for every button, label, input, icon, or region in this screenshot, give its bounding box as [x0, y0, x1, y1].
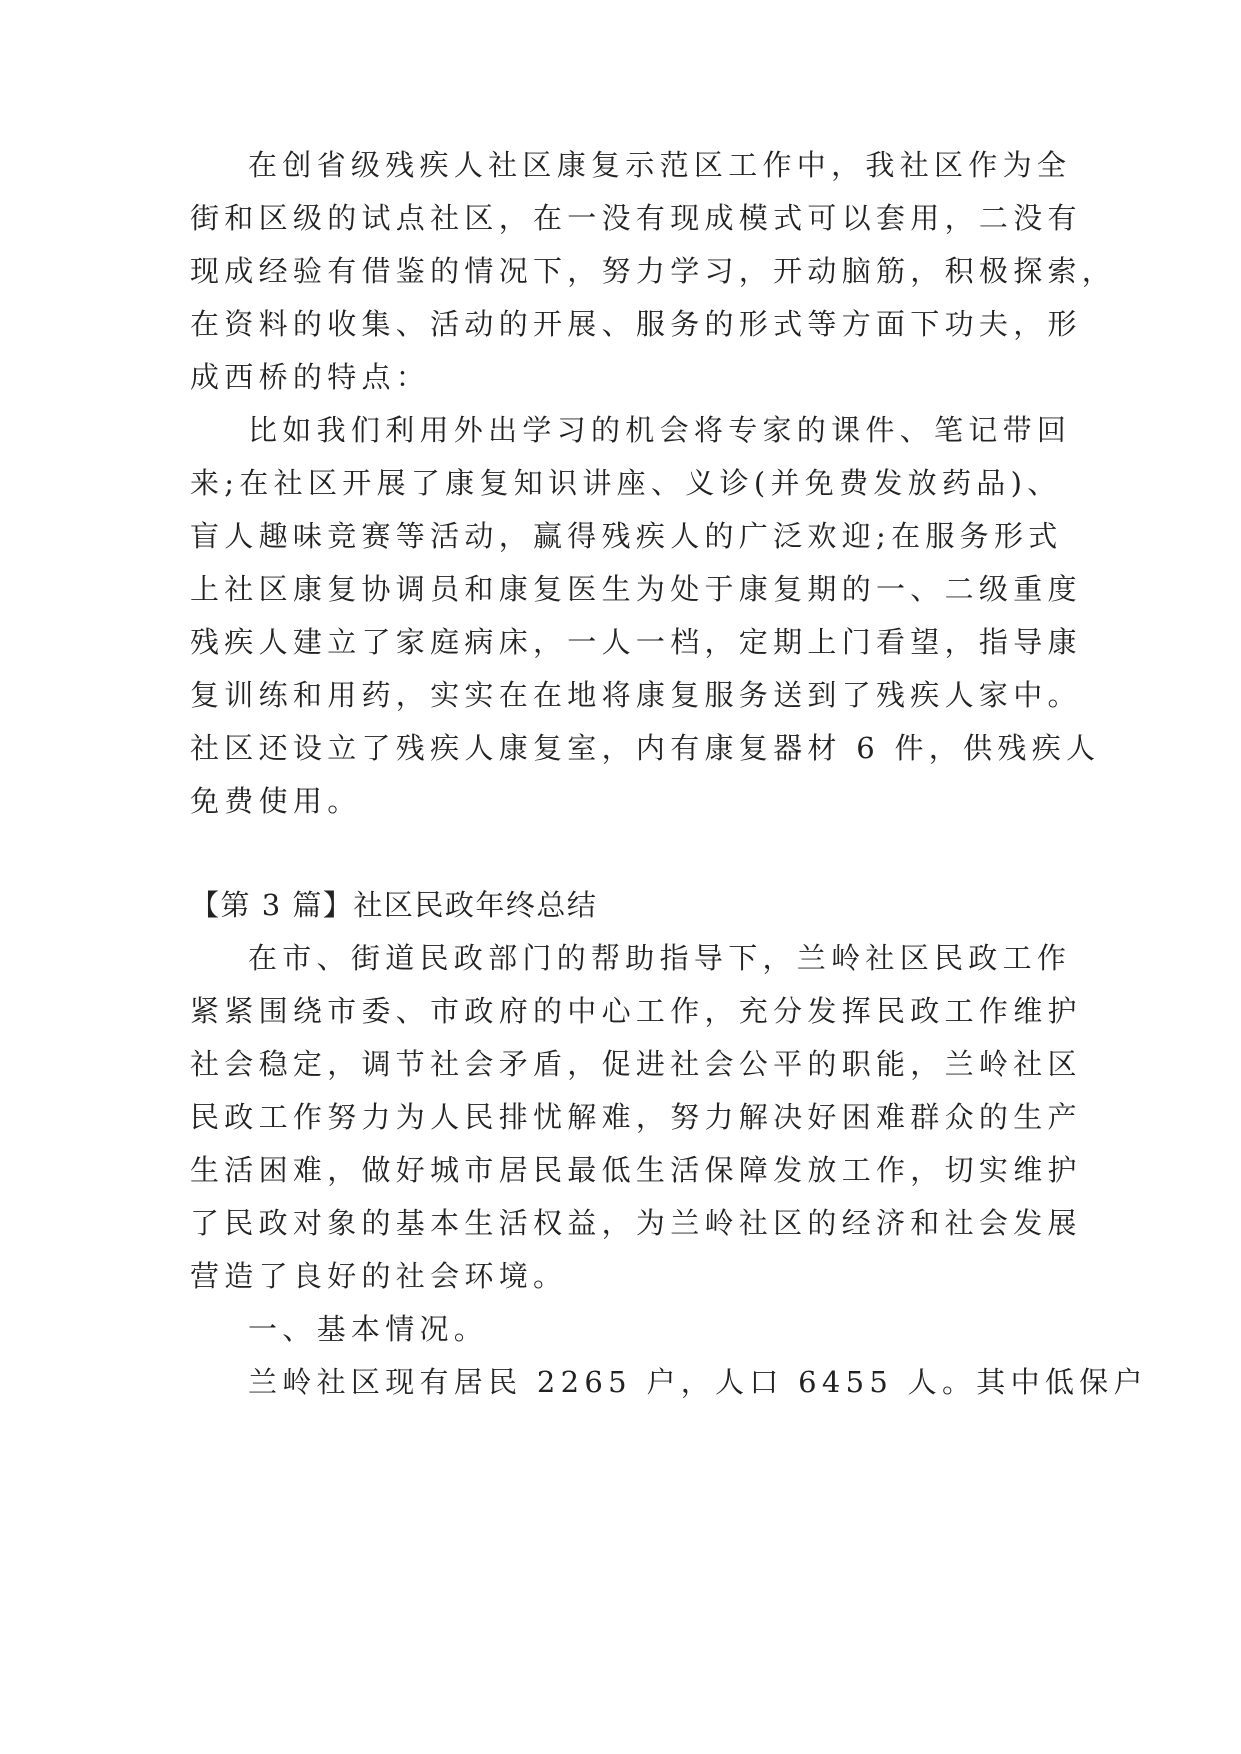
- paragraph-2-line-8: 免费使用。: [190, 784, 362, 818]
- paragraph-3-line-5: 生活困难，做好城市居民最低生活保障发放工作，切实维护: [190, 1153, 1082, 1187]
- paragraph-3-line-4: 民政工作努力为人民排忧解难，努力解决好困难群众的生产: [190, 1100, 1082, 1134]
- paragraph-1-line-1: 在创省级残疾人社区康复示范区工作中，我社区作为全: [248, 148, 1072, 182]
- paragraph-2-line-7: 社区还设立了残疾人康复室，内有康复器材 6 件，供残疾人: [190, 731, 1101, 765]
- subheading-basic-situation: 一、基本情况。: [248, 1312, 489, 1346]
- paragraph-2-line-6: 复训练和用药，实实在在地将康复服务送到了残疾人家中。: [190, 678, 1082, 712]
- paragraph-1-line-5: 成西桥的特点：: [190, 360, 431, 394]
- paragraph-2-line-4: 上社区康复协调员和康复医生为处于康复期的一、二级重度: [190, 572, 1082, 606]
- paragraph-3-line-1: 在市、街道民政部门的帮助指导下，兰岭社区民政工作: [248, 941, 1072, 975]
- section-heading: 【第 3 篇】社区民政年终总结: [190, 888, 598, 922]
- paragraph-1-line-3: 现成经验有借鉴的情况下，努力学习，开动脑筋，积极探索，: [190, 254, 1117, 288]
- paragraph-3-line-2: 紧紧围绕市委、市政府的中心工作，充分发挥民政工作维护: [190, 994, 1082, 1028]
- paragraph-3-line-7: 营造了良好的社会环境。: [190, 1259, 568, 1293]
- paragraph-2-line-5: 残疾人建立了家庭病床，一人一档，定期上门看望，指导康: [190, 625, 1082, 659]
- paragraph-2-line-1: 比如我们利用外出学习的机会将专家的课件、笔记带回: [248, 413, 1072, 447]
- paragraph-4-line-1: 兰岭社区现有居民 2265 户，人口 6455 人。其中低保户: [248, 1365, 1148, 1399]
- paragraph-2-line-2: 来;在社区开展了康复知识讲座、义诊(并免费发放药品)、: [190, 466, 1062, 500]
- paragraph-2-line-3: 盲人趣味竞赛等活动，赢得残疾人的广泛欢迎;在服务形式: [190, 519, 1063, 553]
- paragraph-3-line-6: 了民政对象的基本生活权益，为兰岭社区的经济和社会发展: [190, 1206, 1082, 1240]
- paragraph-1-line-4: 在资料的收集、活动的开展、服务的形式等方面下功夫，形: [190, 307, 1082, 341]
- paragraph-1-line-2: 街和区级的试点社区，在一没有现成模式可以套用，二没有: [190, 201, 1082, 235]
- paragraph-3-line-3: 社会稳定，调节社会矛盾，促进社会公平的职能，兰岭社区: [190, 1047, 1082, 1081]
